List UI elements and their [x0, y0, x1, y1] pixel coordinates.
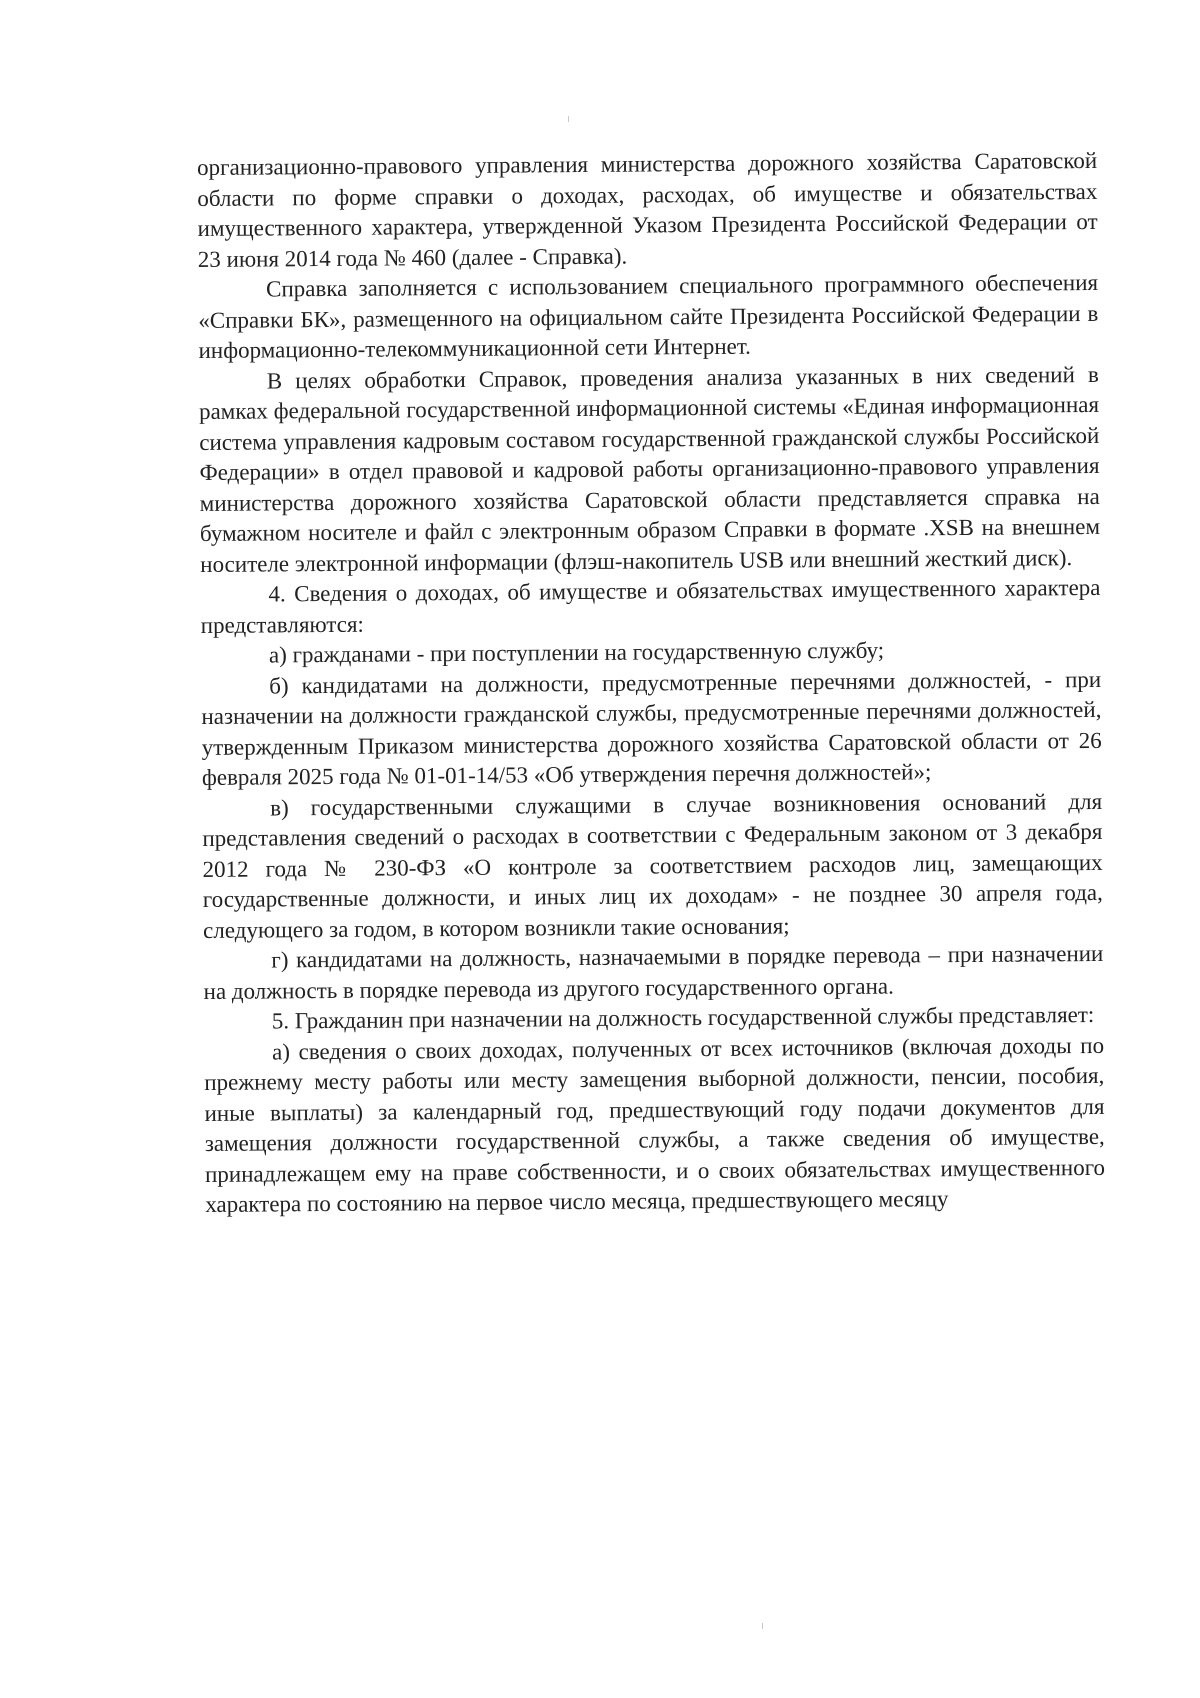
clause-4-item-v: в) государственными служащими в случае возникновения оснований для представления сведений о расходах в соответствии с Федеральным законом от 3 декабря 2012 года № 230-ФЗ «О контроле за соответствием расходов лиц, замещающих государственные должности, и иных лиц их доходам» - не позднее 30 апреля года, следующего за годом, в котором возникли такие основания; [202, 788, 1103, 943]
clause-4-item-a: а) гражданами - при поступлении на государственную службу; [268, 637, 885, 668]
paragraph-software: Справка заполняется с использованием специального программного обеспечения «Справки БК», размещенного на официальном сайте Президента Российской Федерации в информационно-телекоммуникационной сети Интернет. [198, 269, 1099, 363]
clause-5-item-a: а) сведения о своих доходах, полученных от всех источников (включая доходы по прежнему месту работы или месту замещения выборной должности, пенсии, пособия, иные выплаты) за календарный год, предшествующий году подачи документов для замещения должности государственной службы, а также сведения об имуществе, принадлежащем ему на праве собственности, и о своих обязательствах имущественного характера по состоянию на первое число месяца, предшествующего месяцу [204, 1032, 1106, 1217]
paragraph-continuation: организационно-правового управления министерства дорожного хозяйства Саратовской области по форме справки о доходах, расходах, об имуществе и обязательствах имущественного характера, утвержденной Указом Президента Российской Федерации от 23 июня 2014 года № 460 (далее - Справка). [197, 147, 1098, 272]
document-body [197, 146, 1105, 1221]
paragraph-processing: В целях обработки Справок, проведения анализа указанных в них сведений в рамках федеральной государственной информационной системы «Единая информационная система управления кадровым составом государственной гражданской службы Российской Федерации» в отдел правовой и кадровой работы организационно-правового управления министерства дорожного хозяйства Саратовской области представляется справка на бумажном носителе и файл с электронным образом Справки в формате .XSB на внешнем носителе электронной информации (флэш-накопитель USB или внешний жесткий диск). [198, 361, 1101, 577]
scan-speck [762, 1623, 763, 1629]
clause-4-item-b: б) кандидатами на должности, предусмотренные перечнями должностей, - при назначении на должности гражданской службы, предусмотренные перечнями должностей, утвержденным Приказом министерства дорожного хозяйства Саратовской области от 26 февраля 2025 года № 01-01-14/53 «Об утверждения перечня должностей»; [201, 666, 1102, 790]
clause-4-item-g: г) кандидатами на должность, назначаемыми в порядке перевода – при назначении на должность в порядке перевода из другого государственного органа. [203, 940, 1104, 1004]
scan-speck [568, 116, 569, 122]
clause-4-heading: 4. Сведения о доходах, об имуществе и обязательствах имущественного характера представляются: [200, 574, 1101, 638]
clause-5-heading: 5. Гражданин при назначении на должность государственной службы представляет: [271, 1001, 1095, 1034]
